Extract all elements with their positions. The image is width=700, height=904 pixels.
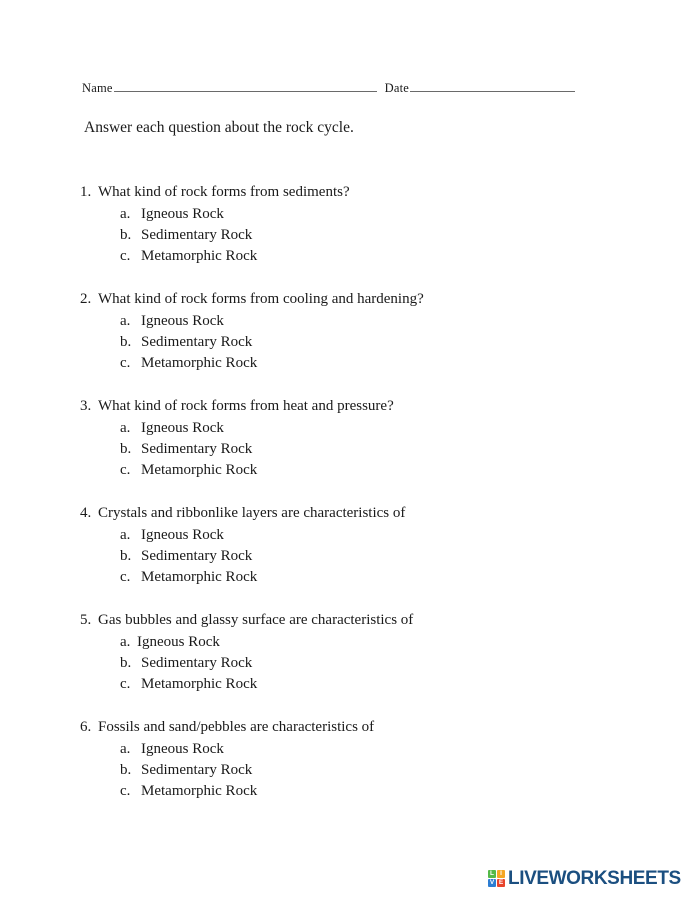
option-letter: c. (120, 355, 131, 371)
option-letter: b. (120, 548, 132, 564)
logo-tile-v: V (489, 878, 495, 886)
question-block (80, 396, 640, 481)
question-text: What kind of rock forms from sediments? (98, 184, 350, 200)
option-letter: a. (120, 741, 131, 757)
option-text: Metamorphic Rock (141, 676, 258, 692)
option-letter: a. (120, 313, 131, 329)
option-text: Sedimentary Rock (141, 334, 253, 350)
question-line (80, 717, 640, 738)
option-text: Sedimentary Rock (141, 227, 253, 243)
logo-tile-e: E (498, 878, 504, 886)
question-text: What kind of rock forms from heat and pressure? (98, 398, 394, 414)
question-line (80, 289, 640, 310)
option-text: Sedimentary Rock (141, 441, 253, 457)
question-number: 3. (80, 398, 92, 414)
date-label: Date (384, 81, 410, 95)
question-block (80, 182, 640, 267)
answer-option[interactable] (80, 311, 640, 332)
option-text: Igneous Rock (141, 313, 224, 329)
answer-option[interactable] (80, 760, 640, 781)
option-text: Igneous Rock (141, 527, 224, 543)
option-text: Sedimentary Rock (141, 655, 253, 671)
option-letter: b. (120, 334, 132, 350)
name-input-rule[interactable] (114, 80, 377, 92)
option-text: Metamorphic Rock (141, 783, 258, 799)
liveworksheets-tiles-icon (488, 870, 505, 887)
option-text: Igneous Rock (141, 741, 224, 757)
question-text: What kind of rock forms from cooling and hardening? (98, 291, 424, 307)
option-letter: c. (120, 248, 131, 264)
question-line (80, 396, 640, 417)
option-list (80, 525, 640, 588)
date-field-group (385, 80, 575, 96)
option-letter: b. (120, 441, 132, 457)
instruction-text: Answer each question about the rock cycle. (84, 119, 354, 136)
option-letter: c. (120, 783, 131, 799)
option-list (80, 311, 640, 374)
name-label: Name (82, 81, 113, 95)
answer-option[interactable] (80, 653, 640, 674)
answer-option[interactable] (80, 632, 640, 653)
option-list (80, 739, 640, 802)
option-text: Igneous Rock (141, 420, 224, 436)
answer-option[interactable] (80, 353, 640, 374)
option-letter: b. (120, 762, 132, 778)
option-list (80, 632, 640, 695)
option-text: Igneous Rock (141, 206, 224, 222)
option-letter: b. (120, 227, 132, 243)
answer-option[interactable] (80, 546, 640, 567)
option-letter: a. (120, 206, 131, 222)
date-input-rule[interactable] (410, 80, 575, 92)
question-number: 4. (80, 505, 92, 521)
answer-option[interactable] (80, 460, 640, 481)
question-number: 1. (80, 184, 92, 200)
option-text: Metamorphic Rock (141, 462, 258, 478)
option-letter: a. (120, 527, 131, 543)
question-text: Gas bubbles and glassy surface are characteristics of (98, 612, 414, 628)
answer-option[interactable] (80, 674, 640, 695)
answer-option[interactable] (80, 225, 640, 246)
option-text: Metamorphic Rock (141, 248, 258, 264)
option-letter: a. (120, 634, 131, 650)
answer-option[interactable] (80, 204, 640, 225)
option-text: Metamorphic Rock (141, 355, 258, 371)
logo-tile-i: I (497, 870, 505, 878)
liveworksheets-logo[interactable] (488, 869, 681, 888)
question-line (80, 182, 640, 203)
option-letter: c. (120, 569, 131, 585)
answer-option[interactable] (80, 246, 640, 267)
question-list (80, 182, 640, 802)
option-text: Igneous Rock (137, 634, 220, 650)
option-list (80, 204, 640, 267)
option-letter: b. (120, 655, 132, 671)
answer-option[interactable] (80, 439, 640, 460)
name-field-group (82, 80, 377, 96)
logo-tile-l: L (488, 870, 496, 878)
question-number: 5. (80, 612, 92, 628)
question-text: Fossils and sand/pebbles are characteristics of (98, 719, 375, 735)
option-list (80, 418, 640, 481)
liveworksheets-wordmark: LIVEWORKSHEETS (508, 868, 681, 889)
option-letter: a. (120, 420, 131, 436)
question-text: Crystals and ribbonlike layers are characteristics of (98, 505, 406, 521)
option-text: Sedimentary Rock (141, 548, 253, 564)
answer-option[interactable] (80, 332, 640, 353)
question-block (80, 289, 640, 374)
question-number: 2. (80, 291, 92, 307)
name-date-header (82, 80, 602, 100)
question-block (80, 610, 640, 695)
answer-option[interactable] (80, 739, 640, 760)
option-letter: c. (120, 462, 131, 478)
option-text: Metamorphic Rock (141, 569, 258, 585)
question-line (80, 610, 640, 631)
answer-option[interactable] (80, 418, 640, 439)
answer-option[interactable] (80, 567, 640, 588)
answer-option[interactable] (80, 525, 640, 546)
question-block (80, 503, 640, 588)
question-block (80, 717, 640, 802)
question-line (80, 503, 640, 524)
answer-option[interactable] (80, 781, 640, 802)
option-letter: c. (120, 676, 131, 692)
option-text: Sedimentary Rock (141, 762, 253, 778)
question-number: 6. (80, 719, 92, 735)
